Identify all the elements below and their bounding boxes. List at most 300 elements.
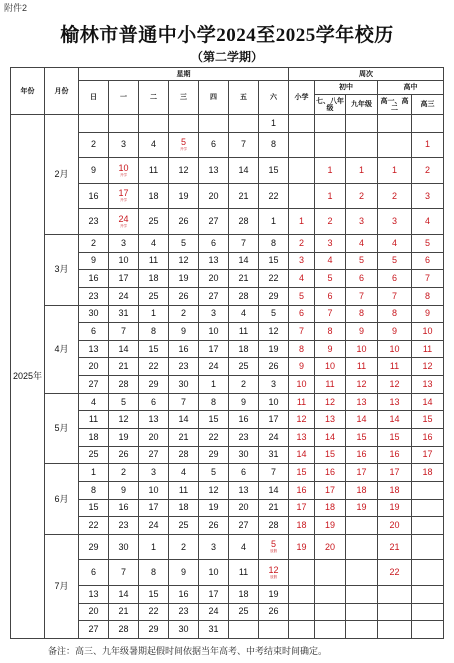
day-cell [139, 411, 169, 429]
day-cell [229, 464, 259, 482]
week-number-cell [378, 603, 412, 621]
weekday-header-fri: 五 [229, 81, 259, 115]
day-cell [109, 517, 139, 535]
calendar-week-row [11, 305, 444, 323]
day-number: 25 [178, 520, 189, 531]
week-number-cell: 10 [315, 358, 346, 376]
week-number-cell: 4 [315, 252, 346, 270]
week-number-cell: 3 [346, 209, 378, 235]
day-number: 24 [208, 606, 219, 617]
day-note: 开学 [120, 198, 127, 203]
day-cell [199, 429, 229, 447]
calendar-week-row [11, 115, 444, 133]
day-cell [199, 287, 229, 305]
week-number-cell: 16 [346, 446, 378, 464]
day-cell [259, 340, 289, 358]
day-number: 18 [88, 431, 99, 442]
day-number: 17 [208, 588, 219, 599]
day-cell [169, 517, 199, 535]
day-number: 13 [208, 255, 219, 266]
week-number-cell: 8 [412, 287, 444, 305]
day-cell [79, 340, 109, 358]
day-number: 27 [88, 624, 99, 635]
day-number: 14 [238, 255, 249, 266]
weekday-header-wed: 三 [169, 81, 199, 115]
day-cell [199, 115, 229, 133]
week-number-cell: 18 [315, 499, 346, 517]
day-number: 2 [180, 308, 186, 319]
week-number-cell: 14 [378, 411, 412, 429]
week-number-cell: 14 [346, 411, 378, 429]
day-cell [259, 132, 289, 158]
day-cell [259, 287, 289, 305]
week-number-cell: 14 [289, 446, 315, 464]
day-number: 24 [148, 520, 159, 531]
day-number: 19 [118, 431, 129, 442]
day-number: 13 [88, 588, 99, 599]
day-cell [229, 393, 259, 411]
day-number: 13 [88, 343, 99, 354]
week-number-cell: 10 [412, 323, 444, 341]
day-cell [259, 323, 289, 341]
day-cell [259, 158, 289, 184]
day-number: 22 [208, 431, 219, 442]
day-cell [259, 429, 289, 447]
day-cell [79, 287, 109, 305]
day-cell [139, 446, 169, 464]
week-number-cell: 19 [346, 499, 378, 517]
week-number-cell: 6 [412, 252, 444, 270]
day-number: 22 [268, 190, 279, 201]
day-number: 29 [148, 378, 159, 389]
day-cell [229, 586, 259, 604]
day-cell [109, 464, 139, 482]
week-number-cell: 11 [412, 340, 444, 358]
day-number: 20 [148, 431, 159, 442]
week-number-cell: 3 [315, 234, 346, 252]
day-number: 6 [90, 325, 96, 336]
day-cell [169, 358, 199, 376]
day-number: 12 [268, 325, 279, 336]
day-note: 放假 [270, 549, 277, 554]
week-number-cell [346, 534, 378, 560]
day-number: 2 [180, 541, 186, 552]
day-number: 10 [118, 162, 129, 173]
junior-high-header: 初中 [315, 81, 378, 95]
day-cell [79, 132, 109, 158]
day-number: 26 [268, 361, 279, 372]
week-number-cell: 8 [315, 323, 346, 341]
day-number: 11 [88, 414, 99, 425]
day-number: 22 [148, 361, 159, 372]
day-number: 4 [90, 396, 96, 407]
week-number-group-header: 周次 [289, 68, 444, 81]
day-number: 1 [150, 541, 156, 552]
week-number-cell: 4 [289, 270, 315, 288]
day-number: 30 [178, 378, 189, 389]
day-cell [139, 305, 169, 323]
day-number: 7 [120, 325, 126, 336]
day-number: 1 [210, 378, 216, 389]
day-cell [109, 358, 139, 376]
week-number-cell: 18 [378, 481, 412, 499]
week-number-cell [412, 115, 444, 133]
day-number: 5 [271, 308, 277, 319]
day-number: 21 [178, 431, 189, 442]
day-number: 21 [238, 190, 249, 201]
week-number-cell [315, 603, 346, 621]
day-number: 6 [240, 467, 246, 478]
day-number: 28 [118, 378, 129, 389]
day-number: 27 [208, 290, 219, 301]
day-cell [109, 209, 139, 235]
day-number: 15 [88, 502, 99, 513]
day-number: 26 [268, 606, 279, 617]
week-number-cell: 20 [378, 517, 412, 535]
day-cell [139, 252, 169, 270]
week-number-cell: 3 [289, 252, 315, 270]
day-cell [229, 234, 259, 252]
week-number-cell: 17 [346, 464, 378, 482]
day-cell [229, 621, 259, 639]
month-cell: 2月 [45, 115, 79, 235]
day-cell [199, 132, 229, 158]
day-number: 6 [210, 139, 216, 150]
day-number: 10 [268, 396, 279, 407]
month-header: 月份 [45, 68, 79, 115]
week-number-cell: 17 [378, 464, 412, 482]
day-number: 8 [271, 237, 277, 248]
day-cell [199, 234, 229, 252]
week-number-cell: 17 [412, 446, 444, 464]
week-number-cell: 12 [315, 393, 346, 411]
day-cell [139, 183, 169, 209]
day-cell [259, 534, 289, 560]
day-number: 31 [118, 308, 129, 319]
day-cell [109, 603, 139, 621]
day-number: 1 [271, 216, 277, 227]
day-cell [139, 603, 169, 621]
week-number-cell [346, 603, 378, 621]
day-cell [79, 393, 109, 411]
day-number: 22 [268, 273, 279, 284]
week-number-cell: 10 [378, 340, 412, 358]
week-number-cell: 17 [289, 499, 315, 517]
day-number: 20 [208, 273, 219, 284]
day-cell [229, 209, 259, 235]
week-number-cell [346, 517, 378, 535]
day-number: 19 [178, 273, 189, 284]
day-cell [139, 287, 169, 305]
day-cell [79, 586, 109, 604]
day-cell [199, 358, 229, 376]
day-cell [229, 305, 259, 323]
day-number: 12 [178, 255, 189, 266]
day-cell [79, 481, 109, 499]
week-number-cell [315, 132, 346, 158]
week-number-cell [412, 560, 444, 586]
day-cell [199, 499, 229, 517]
day-cell [229, 446, 259, 464]
day-number: 13 [208, 165, 219, 175]
day-note: 放假 [270, 574, 277, 579]
day-cell [199, 560, 229, 586]
day-cell [199, 158, 229, 184]
day-cell [229, 481, 259, 499]
day-cell [199, 464, 229, 482]
day-number: 8 [210, 396, 216, 407]
day-cell [139, 393, 169, 411]
day-number: 30 [88, 308, 99, 319]
day-cell [79, 446, 109, 464]
day-cell [169, 158, 199, 184]
day-cell [199, 305, 229, 323]
day-cell [139, 209, 169, 235]
week-number-cell: 15 [412, 411, 444, 429]
day-number: 18 [238, 343, 249, 354]
day-cell [109, 446, 139, 464]
calendar-body [11, 115, 444, 639]
day-cell [229, 323, 259, 341]
day-number: 26 [178, 216, 189, 227]
day-number: 16 [238, 414, 249, 425]
day-cell [169, 586, 199, 604]
week-number-cell: 12 [412, 358, 444, 376]
day-number: 4 [150, 139, 156, 150]
day-number: 21 [118, 361, 129, 372]
week-number-cell: 1 [346, 158, 378, 184]
day-cell [199, 603, 229, 621]
day-cell [229, 411, 259, 429]
week-number-cell [412, 621, 444, 639]
calendar-week-row [11, 534, 444, 560]
day-number: 24 [118, 213, 129, 224]
week-number-cell [315, 586, 346, 604]
day-number: 15 [148, 343, 159, 354]
day-cell [229, 183, 259, 209]
day-number: 22 [88, 520, 99, 531]
week-number-cell: 1 [315, 183, 346, 209]
day-number: 8 [150, 325, 156, 336]
day-cell [79, 234, 109, 252]
week-number-cell: 6 [289, 305, 315, 323]
day-cell [169, 323, 199, 341]
day-note: 开学 [120, 172, 127, 177]
day-cell [259, 183, 289, 209]
week-number-cell: 1 [315, 158, 346, 184]
day-cell [229, 429, 259, 447]
week-number-cell: 18 [346, 481, 378, 499]
grade-9-header: 九年级 [346, 95, 378, 115]
week-number-cell [315, 560, 346, 586]
day-number: 7 [120, 567, 126, 578]
day-number: 5 [120, 396, 126, 407]
day-cell [229, 340, 259, 358]
day-number: 9 [240, 396, 246, 407]
day-number: 23 [88, 216, 99, 227]
month-cell: 3月 [45, 234, 79, 305]
week-number-cell: 4 [378, 234, 412, 252]
week-number-cell: 11 [289, 393, 315, 411]
week-number-cell: 10 [289, 376, 315, 394]
day-number: 26 [178, 290, 189, 301]
day-cell [259, 481, 289, 499]
day-number: 12 [208, 484, 219, 495]
day-cell [139, 464, 169, 482]
week-number-cell [315, 115, 346, 133]
day-number: 13 [238, 484, 249, 495]
day-cell [169, 429, 199, 447]
day-cell [169, 287, 199, 305]
day-number: 11 [148, 255, 159, 266]
day-cell [109, 158, 139, 184]
day-cell [109, 411, 139, 429]
day-cell [259, 270, 289, 288]
day-cell [169, 560, 199, 586]
day-number: 5 [180, 137, 186, 148]
day-cell [259, 376, 289, 394]
week-number-cell [289, 183, 315, 209]
day-number: 7 [240, 237, 246, 248]
day-number: 15 [268, 165, 279, 175]
week-number-cell: 12 [346, 376, 378, 394]
day-cell [199, 411, 229, 429]
week-number-cell: 3 [378, 209, 412, 235]
day-number: 25 [148, 290, 159, 301]
week-number-cell: 9 [412, 305, 444, 323]
day-number: 25 [238, 606, 249, 617]
day-cell [259, 115, 289, 133]
day-cell [109, 534, 139, 560]
day-cell [139, 621, 169, 639]
week-number-cell: 11 [378, 358, 412, 376]
day-cell [259, 252, 289, 270]
day-number: 14 [118, 343, 129, 354]
week-number-cell: 3 [412, 183, 444, 209]
day-number: 16 [88, 273, 99, 284]
day-cell [79, 183, 109, 209]
day-cell [259, 560, 289, 586]
day-cell [229, 132, 259, 158]
week-number-cell: 9 [346, 323, 378, 341]
day-cell [259, 603, 289, 621]
week-number-cell [289, 158, 315, 184]
day-cell [199, 621, 229, 639]
week-number-cell: 16 [412, 429, 444, 447]
day-number: 19 [268, 343, 279, 354]
day-number: 9 [180, 325, 186, 336]
week-number-cell: 5 [315, 270, 346, 288]
month-cell: 5月 [45, 393, 79, 464]
week-number-cell: 15 [315, 446, 346, 464]
week-number-cell: 9 [315, 340, 346, 358]
week-number-cell: 12 [378, 376, 412, 394]
day-cell [139, 481, 169, 499]
week-number-cell [412, 499, 444, 517]
week-number-cell: 5 [378, 252, 412, 270]
week-number-cell [289, 132, 315, 158]
week-number-cell [412, 517, 444, 535]
week-number-cell: 9 [378, 323, 412, 341]
day-number: 20 [88, 361, 99, 372]
day-number: 9 [90, 255, 96, 266]
day-number: 1 [150, 308, 156, 319]
week-number-cell: 13 [346, 393, 378, 411]
primary-school-header: 小学 [289, 81, 315, 115]
week-number-cell [412, 586, 444, 604]
senior-high-header: 高中 [378, 81, 444, 95]
day-cell [79, 429, 109, 447]
week-number-cell [289, 603, 315, 621]
day-number: 29 [208, 449, 219, 460]
day-cell [259, 621, 289, 639]
day-number: 23 [118, 520, 129, 531]
day-cell [109, 305, 139, 323]
week-number-cell [412, 534, 444, 560]
week-number-cell: 6 [346, 270, 378, 288]
day-number: 24 [208, 361, 219, 372]
grade-10-11-header: 高一、高二 [378, 95, 412, 115]
day-number: 12 [268, 564, 279, 575]
day-cell [229, 270, 259, 288]
week-number-cell [289, 586, 315, 604]
day-cell [169, 499, 199, 517]
day-number: 28 [118, 624, 129, 635]
day-cell [139, 376, 169, 394]
day-cell [169, 376, 199, 394]
day-number: 29 [148, 624, 159, 635]
day-cell [229, 560, 259, 586]
day-cell [259, 358, 289, 376]
week-number-cell: 18 [412, 464, 444, 482]
day-cell [169, 305, 199, 323]
day-cell [169, 340, 199, 358]
week-number-cell: 13 [289, 429, 315, 447]
week-number-cell [289, 115, 315, 133]
week-number-cell [346, 115, 378, 133]
week-number-cell [346, 586, 378, 604]
week-number-cell: 7 [289, 323, 315, 341]
day-number: 4 [240, 541, 246, 552]
day-number: 10 [208, 325, 219, 336]
day-number: 14 [268, 484, 279, 495]
day-cell [229, 115, 259, 133]
day-number: 29 [268, 290, 279, 301]
day-cell [109, 323, 139, 341]
week-number-cell: 19 [289, 534, 315, 560]
day-number: 23 [238, 431, 249, 442]
day-number: 7 [180, 396, 186, 407]
day-number: 31 [208, 624, 219, 635]
day-number: 27 [238, 520, 249, 531]
day-cell [109, 287, 139, 305]
day-cell [229, 499, 259, 517]
day-number: 17 [148, 502, 159, 513]
week-number-cell: 5 [412, 234, 444, 252]
day-cell [199, 340, 229, 358]
day-number: 17 [208, 343, 219, 354]
day-cell [109, 252, 139, 270]
week-number-cell: 7 [315, 305, 346, 323]
day-cell [79, 115, 109, 133]
day-number: 14 [178, 414, 189, 425]
day-number: 2 [240, 378, 246, 389]
day-cell [79, 411, 109, 429]
day-number: 27 [208, 216, 219, 227]
week-number-cell: 20 [315, 534, 346, 560]
day-number: 19 [268, 588, 279, 599]
day-number: 18 [238, 588, 249, 599]
